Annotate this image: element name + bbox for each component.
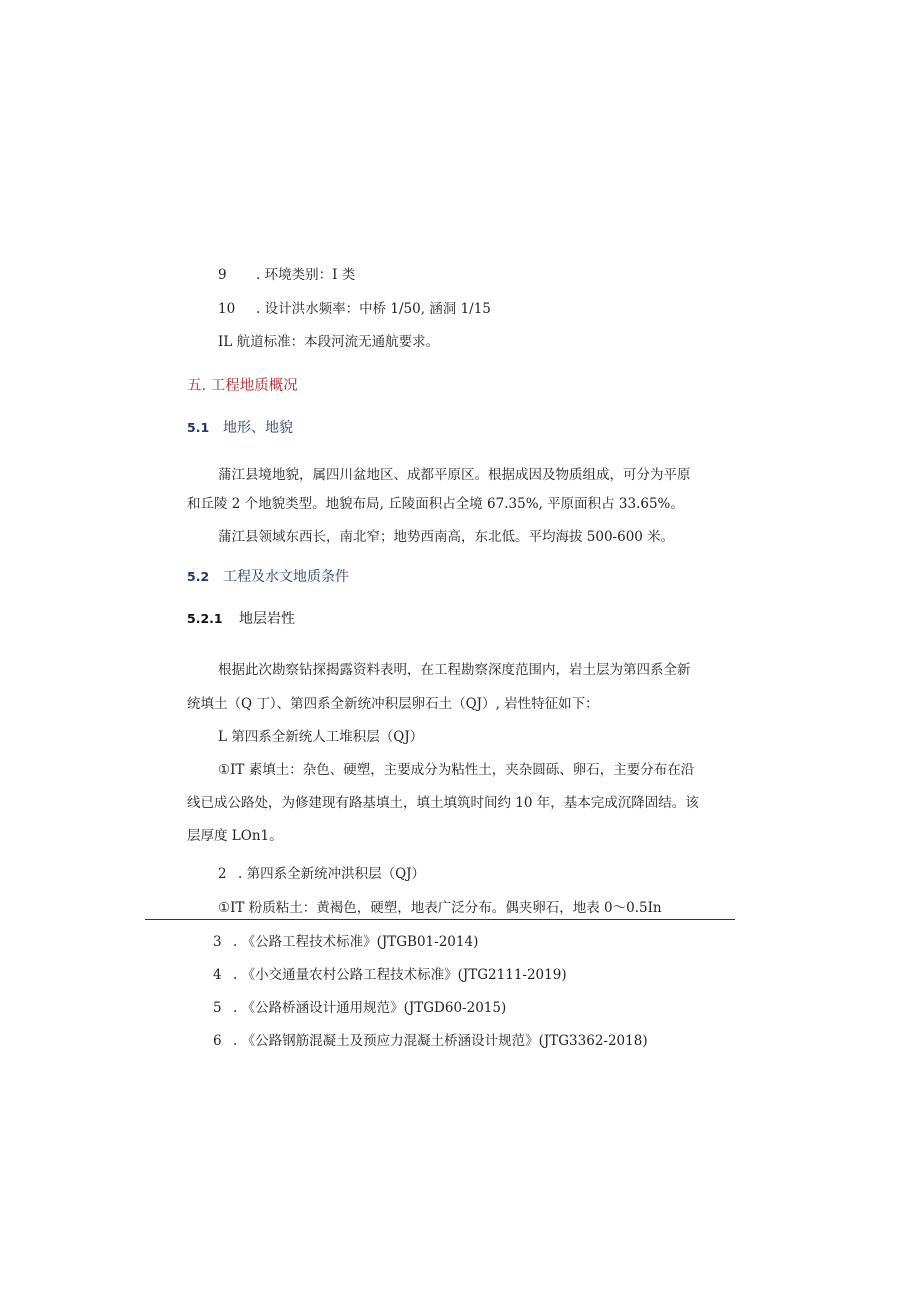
item-text: . 《公路工程技术标准》(JTGB01-2014) <box>233 934 479 950</box>
list-item: L 第四系全新统人工堆积层（QJ） <box>218 729 424 745</box>
item-number: 9 <box>218 267 227 283</box>
paragraph-line: 蒲江县境地貌，属四川盆地区、成都平原区。根据成因及物质组成，可分为平原 <box>218 467 691 483</box>
item-number: 2 <box>218 866 227 882</box>
heading-title: 地形、地貌 <box>223 420 293 436</box>
item-number: 4 <box>213 967 222 983</box>
list-item <box>218 300 491 318</box>
heading-number: 5.2.1 <box>187 611 223 626</box>
item-number: 3 <box>213 934 222 950</box>
paragraph-line: ①IT 粉质粘土：黄褐色，硬塑，地表广泛分布。偶夹卵石，地表 0～0.5In <box>218 900 662 916</box>
item-number: 5 <box>213 1000 222 1016</box>
item-text: . 《公路桥涵设计通用规范》(JTGD60-2015) <box>233 1000 507 1016</box>
reference-item <box>213 933 478 951</box>
item-text: . 《小交通量农村公路工程技术标准》(JTG2111-2019) <box>233 967 567 983</box>
paragraph-line: 线已成公路处，为修建现有路基填土，填土填筑时间约 10 年，基本完成沉降固结。该 <box>187 795 699 811</box>
footnote-divider <box>145 919 735 920</box>
subsection-heading-5-2-1 <box>187 608 295 628</box>
reference-item <box>213 999 506 1017</box>
item-text: IL 航道标准：本段河流无通航要求。 <box>218 334 440 350</box>
subsection-heading-5-1 <box>187 417 293 437</box>
subsection-heading-5-2 <box>187 566 349 586</box>
paragraph-line: 蒲江县领域东西长，南北窄；地势西南高，东北低。平均海拔 500-600 米。 <box>218 529 675 545</box>
heading-number: 5.2 <box>187 569 210 584</box>
heading-title: 工程及水文地质条件 <box>223 569 349 585</box>
item-text: . 第四系全新统冲洪积层（QJ） <box>238 866 426 882</box>
heading-number: 5.1 <box>187 420 210 435</box>
heading-title: 地层岩性 <box>239 611 295 627</box>
reference-item <box>213 1032 648 1050</box>
paragraph-line: 和丘陵 2 个地貌类型。地貌布局, 丘陵面积占全境 67.35%, 平原面积占 33.65%。 <box>187 496 684 512</box>
paragraph-line: 层厚度 LOn1。 <box>187 828 283 844</box>
paragraph-line: ①IT 素填土：杂色、硬塑，主要成分为粘性土，夹杂圆砾、卵石，主要分布在沿 <box>218 762 695 778</box>
item-text: . 设计洪水频率：中桥 1/50, 涵洞 1/15 <box>256 301 491 317</box>
item-number: 6 <box>213 1033 222 1049</box>
paragraph-line: 根据此次勘察钻探揭露资料表明，在工程勘察深度范围内，岩土层为第四系全新 <box>218 662 691 678</box>
item-number: 10 <box>218 301 236 317</box>
list-item <box>218 333 439 351</box>
reference-item <box>213 966 567 984</box>
item-text: . 《公路钢筋混凝土及预应力混凝土桥涵设计规范》(JTG3362-2018) <box>233 1033 648 1049</box>
paragraph-line: 统填土（Q 丁）、第四系全新统冲积层卵石土（QJ）, 岩性特征如下： <box>187 696 599 712</box>
section-heading-5: 五. 工程地质概况 <box>187 378 298 394</box>
item-text: . 环境类别：I 类 <box>256 267 356 283</box>
list-item <box>218 266 355 284</box>
list-item <box>218 865 425 883</box>
